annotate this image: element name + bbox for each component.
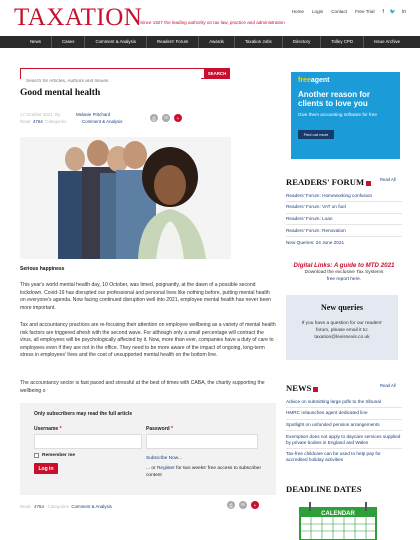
free-report-link[interactable]: free report here [326, 276, 360, 282]
nav-taxation-jobs[interactable]: Taxation Jobs [235, 36, 283, 48]
username-label: Username * [34, 426, 62, 432]
news-list [286, 396, 402, 465]
calendar-icon[interactable] [296, 500, 380, 540]
facebook-icon[interactable]: f [382, 9, 384, 15]
ad-find-out-more-button[interactable]: Find out more [298, 130, 334, 139]
nav-directory[interactable]: Directory [283, 36, 322, 48]
search-input[interactable] [21, 77, 201, 86]
subscriber-login-box [20, 403, 276, 495]
article-title: Good mental health [20, 88, 101, 98]
deadline-dates-heading: DEADLINE DATES [286, 484, 362, 494]
news-item[interactable]: Spotlight on unfunded pension arrangements [286, 419, 402, 431]
article-category-link[interactable]: Comment & Analysis [82, 119, 123, 124]
ad-headline: Another reason for clients to love you [298, 90, 371, 108]
footer-actions [227, 501, 259, 509]
forum-read-all-link[interactable]: Read All [380, 177, 396, 182]
linkedin-icon[interactable]: in [402, 9, 406, 15]
forum-item[interactable]: Readers' Forum: Homeworking confusion [286, 192, 373, 198]
readers-forum-heading: READERS' FORUM [286, 177, 371, 187]
news-read-all-link[interactable]: Read All [380, 383, 396, 388]
article-photo [20, 137, 231, 259]
article-actions [150, 114, 182, 122]
top-link-login[interactable]: Login [311, 9, 324, 14]
article-footer-meta: Read 4764 Categories Comment & Analysis [20, 504, 112, 509]
article-author-link[interactable]: Melanie Pritchard [76, 112, 111, 117]
email-icon[interactable]: ✉ [162, 114, 170, 122]
rss-icon[interactable] [366, 181, 371, 186]
remember-me[interactable]: Remember me [34, 453, 75, 458]
new-queries-box [286, 295, 398, 360]
new-queries-title: New queries [321, 303, 363, 312]
site-logo[interactable]: TAXATION [14, 4, 143, 31]
twitter-icon[interactable]: 🐦 [389, 9, 397, 15]
article-paragraph-2: Tax and accountancy practices are re-focusing their attention on employee wellbeing as a variety of mental health risk factors are triggered afresh with the second wave. For although only a small percentage will contract the virus, all employees will be psychologically affected by it. Now, more than ever, companies have a duty of care to employees even if they are not in the office. They need to be more aware of the impact of ongoing, long-term stress in employees' lives and the cost of unsupported mental health on the bottom line. [20, 322, 276, 359]
article-read-count: Read 4764 Categories [20, 119, 67, 124]
username-field[interactable] [34, 434, 142, 449]
article-paragraph-3: The accountancy sector is fast paced and stressful at the best of times with CABA, the charity supporting the wellbeing o [20, 380, 265, 394]
forum-item[interactable]: Readers' Forum: Renovation [286, 224, 402, 236]
forum-item[interactable]: New Queries: 24 June 2021 [286, 236, 402, 248]
search-bar [20, 68, 230, 79]
register-text: ... or Register for two weeks' free access to subscriber content [146, 466, 262, 478]
nav-issue-archive[interactable]: Issue Archive [374, 39, 401, 44]
news-item[interactable]: Tax-free childcare can be used to help pay for accredited holiday activities [286, 448, 402, 465]
password-field[interactable] [146, 434, 258, 449]
print-icon[interactable]: ⎙ [150, 114, 158, 122]
footer-category-link[interactable]: Comment & Analysis [71, 504, 112, 509]
nav-comment-analysis[interactable]: Comment & Analysis [85, 36, 147, 48]
news-item[interactable]: Advice on submitting large pdfs to the tribunal [286, 398, 381, 404]
social-links [382, 9, 406, 15]
top-link-contact[interactable]: Contact [331, 9, 348, 14]
digital-links-title[interactable]: Digital Links: A guide to MTD 2021 [293, 262, 395, 269]
new-queries-text: If you have a question for our readers' forum, please email it to: taxation@lexisnexis.co.uk [301, 321, 383, 340]
nav-readers-forum[interactable]: Readers' Forum [147, 36, 199, 48]
freeagent-ad[interactable] [291, 72, 400, 159]
login-box-title: Only subscribers may read the full article [34, 411, 133, 417]
add-icon[interactable]: + [174, 114, 182, 122]
calendar-label: CALENDAR [321, 511, 355, 517]
remember-me-checkbox[interactable] [34, 453, 39, 458]
subscribe-link[interactable]: Subscribe Now... [146, 456, 182, 461]
article-paragraph-1: This year's world mental health day, 10 October, was timed, poignantly, at the dawn of a possible second lockdown. Covid-19 has disrupted our professional and personal lives like nothing before, putting mental health on everyone's agenda. Now facing continued disruption well into 2021, employee mental health has never been more important. [20, 282, 272, 311]
ad-logo: freeagent [298, 77, 330, 84]
forum-list [286, 190, 402, 248]
article-date: 17 October 2021 By [20, 112, 61, 117]
nav-tolley-cpd[interactable]: Tolley CPD [321, 36, 364, 48]
site-tagline: Since 1927 the leading authority on tax law, practice and administration [140, 20, 285, 25]
add-icon[interactable]: + [251, 501, 259, 509]
password-label: Password * [146, 426, 173, 432]
nav-cases[interactable]: Cases [52, 36, 85, 48]
forum-item[interactable]: Readers' Forum: Loan [286, 213, 402, 225]
news-heading: NEWS [286, 383, 318, 393]
email-icon[interactable]: ✉ [239, 501, 247, 509]
print-icon[interactable]: ⎙ [227, 501, 235, 509]
site-header [0, 0, 420, 34]
top-link-home[interactable]: Home [291, 9, 304, 14]
login-button[interactable]: Log in [34, 463, 58, 474]
top-links [292, 9, 406, 15]
digital-links-text: Download the exclusive Tax Systems free report here. [304, 270, 384, 282]
rss-icon[interactable] [313, 387, 318, 392]
nav-awards[interactable]: Awards [199, 36, 235, 48]
nav-news[interactable]: News [20, 36, 52, 48]
news-item[interactable]: HMRC relaunches agent dedicated line [286, 407, 402, 419]
top-link-free-trial[interactable]: Free Trial [355, 9, 375, 14]
news-item[interactable]: Exemption does not apply to daycare services supplied by private bodies in England and Wales [286, 430, 402, 447]
forum-item[interactable]: Readers' Forum: VAT on fuel [286, 201, 402, 213]
register-link[interactable]: Register [156, 466, 175, 471]
main-nav [0, 36, 420, 48]
search-button[interactable]: SEARCH [204, 68, 230, 79]
photo-caption: Serious happiness [20, 266, 65, 272]
ad-subtext: Give them accounting software for free [298, 112, 377, 117]
